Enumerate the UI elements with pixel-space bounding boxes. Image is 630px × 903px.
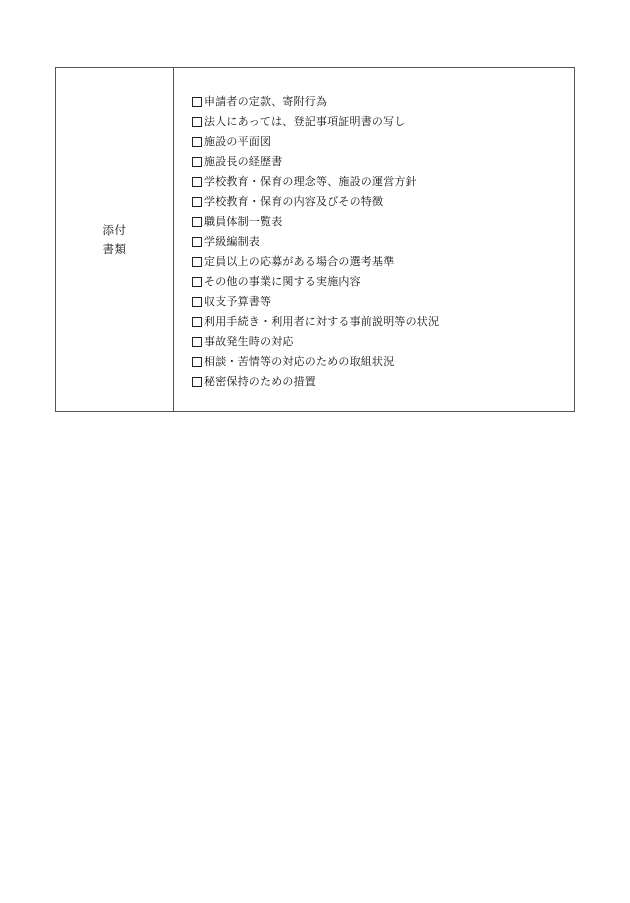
- checklist-item-label: 学校教育・保育の理念等、施設の運営方針: [204, 175, 417, 188]
- checklist-item: [192, 112, 574, 132]
- checklist-item-label: 定員以上の応募がある場合の選考基準: [204, 255, 395, 268]
- checklist-item: [192, 132, 574, 152]
- attachments-checklist: [192, 92, 574, 392]
- checklist-item: [192, 372, 574, 392]
- checklist-item: [192, 292, 574, 312]
- checklist-item-label: 学級編制表: [204, 235, 260, 248]
- attachments-label-cell: [56, 68, 174, 411]
- checklist-item: [192, 172, 574, 192]
- checklist-item: [192, 212, 574, 232]
- checkbox[interactable]: [192, 117, 202, 127]
- checklist-item: [192, 192, 574, 212]
- checklist-item: [192, 312, 574, 332]
- attachments-label: [103, 221, 127, 259]
- checklist-item: [192, 152, 574, 172]
- checklist-item-label: 施設の平面図: [204, 135, 272, 148]
- checklist-item: [192, 252, 574, 272]
- checkbox[interactable]: [192, 177, 202, 187]
- checkbox[interactable]: [192, 317, 202, 327]
- checkbox[interactable]: [192, 237, 202, 247]
- checkbox[interactable]: [192, 257, 202, 267]
- checklist-item-label: その他の事業に関する実施内容: [204, 275, 361, 288]
- checkbox[interactable]: [192, 137, 202, 147]
- checkbox[interactable]: [192, 217, 202, 227]
- checklist-item: [192, 352, 574, 372]
- attachments-table: [55, 67, 575, 412]
- checkbox[interactable]: [192, 277, 202, 287]
- checklist-item-label: 施設長の経歴書: [204, 155, 283, 168]
- checklist-item-label: 申請者の定款、寄附行為: [204, 95, 328, 108]
- checkbox[interactable]: [192, 377, 202, 387]
- checkbox[interactable]: [192, 157, 202, 167]
- checkbox[interactable]: [192, 97, 202, 107]
- checklist-item-label: 相談・苦情等の対応のための取組状況: [204, 355, 395, 368]
- checkbox[interactable]: [192, 297, 202, 307]
- checklist-item-label: 職員体制一覧表: [204, 215, 283, 228]
- checklist-item: [192, 332, 574, 352]
- checklist-item-label: 事故発生時の対応: [204, 335, 294, 348]
- checkbox[interactable]: [192, 337, 202, 347]
- checklist-item: [192, 92, 574, 112]
- attachments-label-line1: 添付: [102, 222, 127, 237]
- attachments-label-line2: 書類: [102, 241, 127, 256]
- checklist-item-label: 法人にあっては、登記事項証明書の写し: [204, 115, 406, 128]
- checklist-item-label: 秘密保持のための措置: [204, 375, 316, 388]
- checkbox[interactable]: [192, 357, 202, 367]
- checklist-item-label: 収支予算書等: [204, 295, 272, 308]
- checklist-item: [192, 272, 574, 292]
- checklist-item-label: 学校教育・保育の内容及びその特徴: [204, 195, 384, 208]
- attachments-list-cell: [174, 68, 574, 411]
- checkbox[interactable]: [192, 197, 202, 207]
- checklist-item: [192, 232, 574, 252]
- checklist-item-label: 利用手続き・利用者に対する事前説明等の状況: [204, 315, 440, 328]
